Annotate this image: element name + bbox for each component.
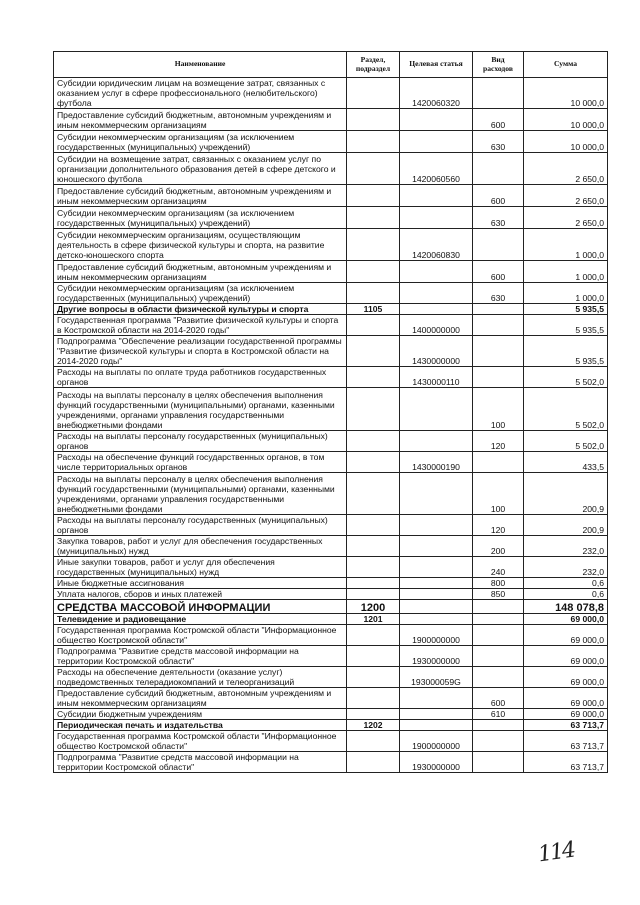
cell-kind: [473, 625, 524, 646]
cell-kind: [473, 600, 524, 614]
cell-sum: 5 502,0: [524, 388, 608, 431]
cell-sum: 433,5: [524, 452, 608, 473]
cell-kind: [473, 752, 524, 773]
cell-section: [347, 315, 400, 336]
cell-section: [347, 688, 400, 709]
cell-target: [400, 131, 473, 153]
cell-kind: 630: [473, 207, 524, 229]
cell-name: Государственная программа Костромской области "Информационное общество Костромской области": [54, 625, 347, 646]
cell-kind: [473, 78, 524, 109]
cell-section: [347, 752, 400, 773]
cell-kind: 100: [473, 473, 524, 515]
cell-kind: 100: [473, 388, 524, 431]
cell-name: Предоставление субсидий бюджетным, автономным учреждениям и иным некоммерческим организациям: [54, 688, 347, 709]
cell-sum: 0,6: [524, 589, 608, 600]
cell-sum: 69 000,0: [524, 646, 608, 667]
cell-target: 1420060830: [400, 229, 473, 261]
cell-name: Субсидии бюджетным учреждениям: [54, 709, 347, 720]
cell-target: [400, 589, 473, 600]
cell-name: Субсидии некоммерческим организациям (за исключением государственных (муниципальных) учреждений): [54, 207, 347, 229]
cell-section: [347, 515, 400, 536]
table-row: [54, 388, 608, 431]
cell-name: Государственная программа "Развитие физической культуры и спорта в Костромской области на 2014-2020 годы": [54, 315, 347, 336]
cell-name: Уплата налогов, сборов и иных платежей: [54, 589, 347, 600]
table-row: [54, 185, 608, 207]
cell-section: [347, 207, 400, 229]
cell-kind: [473, 731, 524, 752]
cell-section: [347, 283, 400, 304]
cell-kind: [473, 367, 524, 388]
table-row: [54, 731, 608, 752]
header-sum: Сумма: [524, 52, 608, 78]
cell-sum: 5 502,0: [524, 367, 608, 388]
cell-name: Иные бюджетные ассигнования: [54, 578, 347, 589]
cell-section: [347, 709, 400, 720]
cell-name: Другие вопросы в области физической культуры и спорта: [54, 304, 347, 315]
cell-target: [400, 473, 473, 515]
cell-target: 1430000110: [400, 367, 473, 388]
table-row: [54, 304, 608, 315]
cell-sum: 1 000,0: [524, 283, 608, 304]
cell-kind: 120: [473, 515, 524, 536]
table-row: [54, 752, 608, 773]
cell-name: Расходы на выплаты персоналу государственных (муниципальных) органов: [54, 431, 347, 452]
cell-target: [400, 283, 473, 304]
cell-name: Расходы на выплаты персоналу в целях обеспечения выполнения функций государственными (муниципальными) органами, казенными учреждениями, органами управления государственными внебюджетными фондами: [54, 388, 347, 431]
cell-section: [347, 625, 400, 646]
cell-kind: 630: [473, 283, 524, 304]
cell-section: [347, 367, 400, 388]
cell-sum: 63 713,7: [524, 752, 608, 773]
table-row: [54, 315, 608, 336]
table-row: [54, 667, 608, 688]
cell-section: [347, 646, 400, 667]
cell-sum: 69 000,0: [524, 625, 608, 646]
cell-kind: 240: [473, 557, 524, 578]
cell-sum: 232,0: [524, 536, 608, 557]
cell-kind: [473, 229, 524, 261]
table-row: [54, 536, 608, 557]
cell-sum: 5 935,5: [524, 315, 608, 336]
cell-kind: 120: [473, 431, 524, 452]
cell-section: [347, 153, 400, 185]
cell-section: [347, 452, 400, 473]
cell-name: Расходы на обеспечение деятельности (оказание услуг) подведомственных телерадиокомпаний и телеорганизаций: [54, 667, 347, 688]
table-row: [54, 261, 608, 283]
cell-target: 1420060560: [400, 153, 473, 185]
cell-name: Расходы на выплаты персоналу государственных (муниципальных) органов: [54, 515, 347, 536]
cell-target: 1420060320: [400, 78, 473, 109]
cell-section: [347, 431, 400, 452]
cell-target: 1930000000: [400, 646, 473, 667]
cell-section: 1202: [347, 720, 400, 731]
cell-section: [347, 557, 400, 578]
cell-target: [400, 431, 473, 452]
cell-target: 1930000000: [400, 752, 473, 773]
cell-target: 1400000000: [400, 315, 473, 336]
cell-target: [400, 515, 473, 536]
cell-name: Предоставление субсидий бюджетным, автономным учреждениям и иным некоммерческим организациям: [54, 185, 347, 207]
cell-kind: 850: [473, 589, 524, 600]
table-row: [54, 367, 608, 388]
cell-target: [400, 688, 473, 709]
cell-name: Субсидии некоммерческим организациям, осуществляющим деятельность в сфере физической культуры и спорта, на развитие детско-юношеского спорта: [54, 229, 347, 261]
cell-name: Подпрограмма "Развитие средств массовой информации на территории Костромской области": [54, 646, 347, 667]
page-number-handwritten: 114: [536, 837, 576, 868]
cell-kind: 600: [473, 688, 524, 709]
cell-sum: 63 713,7: [524, 731, 608, 752]
table-row: [54, 720, 608, 731]
table-row: [54, 78, 608, 109]
cell-name: Предоставление субсидий бюджетным, автономным учреждениям и иным некоммерческим организациям: [54, 261, 347, 283]
table-row: [54, 109, 608, 131]
cell-section: [347, 388, 400, 431]
cell-name: Иные закупки товаров, работ и услуг для обеспечения государственных (муниципальных) нужд: [54, 557, 347, 578]
cell-sum: 69 000,0: [524, 614, 608, 625]
cell-kind: 600: [473, 185, 524, 207]
cell-sum: 63 713,7: [524, 720, 608, 731]
table-row: [54, 614, 608, 625]
cell-kind: [473, 304, 524, 315]
cell-section: [347, 78, 400, 109]
cell-section: 1200: [347, 600, 400, 614]
cell-kind: [473, 614, 524, 625]
cell-target: [400, 207, 473, 229]
cell-kind: [473, 153, 524, 185]
cell-name: СРЕДСТВА МАССОВОЙ ИНФОРМАЦИИ: [54, 600, 347, 614]
cell-target: 1430000190: [400, 452, 473, 473]
cell-kind: [473, 315, 524, 336]
header-kind: Вид расходов: [473, 52, 524, 78]
cell-sum: 5 935,5: [524, 336, 608, 367]
cell-name: Субсидии юридическим лицам на возмещение затрат, связанных с оказанием услуг в сфере профессионального (нелюбительского) футбола: [54, 78, 347, 109]
cell-sum: 148 078,8: [524, 600, 608, 614]
table-row: [54, 229, 608, 261]
cell-sum: 2 650,0: [524, 185, 608, 207]
cell-sum: 69 000,0: [524, 667, 608, 688]
cell-name: Закупка товаров, работ и услуг для обеспечения государственных (муниципальных) нужд: [54, 536, 347, 557]
cell-target: [400, 261, 473, 283]
cell-target: [400, 614, 473, 625]
cell-sum: 5 935,5: [524, 304, 608, 315]
cell-sum: 2 650,0: [524, 207, 608, 229]
cell-target: [400, 109, 473, 131]
cell-name: Расходы на обеспечение функций государственных органов, в том числе территориальных органов: [54, 452, 347, 473]
cell-name: Государственная программа Костромской области "Информационное общество Костромской области": [54, 731, 347, 752]
cell-target: [400, 578, 473, 589]
cell-sum: 69 000,0: [524, 688, 608, 709]
cell-section: [347, 731, 400, 752]
cell-section: [347, 261, 400, 283]
cell-section: [347, 131, 400, 153]
cell-name: Подпрограмма "Развитие средств массовой информации на территории Костромской области": [54, 752, 347, 773]
cell-target: 1900000000: [400, 625, 473, 646]
cell-sum: 1 000,0: [524, 261, 608, 283]
cell-kind: 800: [473, 578, 524, 589]
cell-section: [347, 473, 400, 515]
cell-kind: [473, 336, 524, 367]
cell-target: [400, 709, 473, 720]
cell-kind: [473, 452, 524, 473]
cell-name: Расходы на выплаты по оплате труда работников государственных органов: [54, 367, 347, 388]
cell-target: [400, 600, 473, 614]
table-row: [54, 131, 608, 153]
table-row: [54, 153, 608, 185]
cell-section: [347, 667, 400, 688]
cell-sum: 69 000,0: [524, 709, 608, 720]
table-row: [54, 557, 608, 578]
cell-name: Телевидение и радиовещание: [54, 614, 347, 625]
cell-sum: 232,0: [524, 557, 608, 578]
table-row: [54, 431, 608, 452]
table-row: [54, 207, 608, 229]
cell-section: [347, 109, 400, 131]
cell-target: [400, 304, 473, 315]
cell-kind: [473, 720, 524, 731]
cell-name: Субсидии на возмещение затрат, связанных с оказанием услуг по организации дополнительного образования детей в сфере детского и юношеского футбола: [54, 153, 347, 185]
cell-name: Субсидии некоммерческим организациям (за исключением государственных (муниципальных) учреждений): [54, 131, 347, 153]
budget-table: [53, 51, 608, 773]
table-header-row: [54, 52, 608, 78]
cell-kind: 600: [473, 261, 524, 283]
cell-name: Периодическая печать и издательства: [54, 720, 347, 731]
cell-target: 1430000000: [400, 336, 473, 367]
cell-kind: 200: [473, 536, 524, 557]
cell-sum: 10 000,0: [524, 131, 608, 153]
cell-name: Субсидии некоммерческим организациям (за исключением государственных (муниципальных) учреждений): [54, 283, 347, 304]
table-row: [54, 646, 608, 667]
cell-kind: 630: [473, 131, 524, 153]
cell-sum: 200,9: [524, 473, 608, 515]
cell-kind: [473, 667, 524, 688]
cell-sum: 0,6: [524, 578, 608, 589]
table-row: [54, 589, 608, 600]
cell-sum: 10 000,0: [524, 109, 608, 131]
table-row: [54, 283, 608, 304]
table-row: [54, 600, 608, 614]
header-target: Целевая статья: [400, 52, 473, 78]
cell-section: [347, 578, 400, 589]
cell-name: Предоставление субсидий бюджетным, автономным учреждениям и иным некоммерческим организациям: [54, 109, 347, 131]
cell-section: [347, 536, 400, 557]
table-row: [54, 578, 608, 589]
table-row: [54, 515, 608, 536]
cell-sum: 10 000,0: [524, 78, 608, 109]
table-row: [54, 625, 608, 646]
cell-target: [400, 536, 473, 557]
header-name: Наименование: [54, 52, 347, 78]
cell-sum: 5 502,0: [524, 431, 608, 452]
header-section: Раздел, подраздел: [347, 52, 400, 78]
cell-sum: 2 650,0: [524, 153, 608, 185]
cell-target: [400, 557, 473, 578]
cell-section: [347, 185, 400, 207]
cell-target: 1900000000: [400, 731, 473, 752]
cell-target: [400, 388, 473, 431]
table-row: [54, 709, 608, 720]
cell-name: Подпрограмма "Обеспечение реализации государственной программы "Развитие физической культуры и спорта в Костромской области на 2014-2020 годы": [54, 336, 347, 367]
cell-kind: 610: [473, 709, 524, 720]
table-row: [54, 473, 608, 515]
cell-name: Расходы на выплаты персоналу в целях обеспечения выполнения функций государственными (муниципальными) органами, казенными учреждениями, органами управления государственными внебюджетными фондами: [54, 473, 347, 515]
table-row: [54, 688, 608, 709]
cell-target: 193000059G: [400, 667, 473, 688]
cell-target: [400, 720, 473, 731]
cell-section: [347, 589, 400, 600]
cell-kind: 600: [473, 109, 524, 131]
cell-section: [347, 336, 400, 367]
cell-section: 1201: [347, 614, 400, 625]
table-row: [54, 336, 608, 367]
table-body: [54, 78, 608, 773]
cell-target: [400, 185, 473, 207]
cell-sum: 200,9: [524, 515, 608, 536]
cell-sum: 1 000,0: [524, 229, 608, 261]
cell-kind: [473, 646, 524, 667]
cell-section: 1105: [347, 304, 400, 315]
cell-section: [347, 229, 400, 261]
table-row: [54, 452, 608, 473]
